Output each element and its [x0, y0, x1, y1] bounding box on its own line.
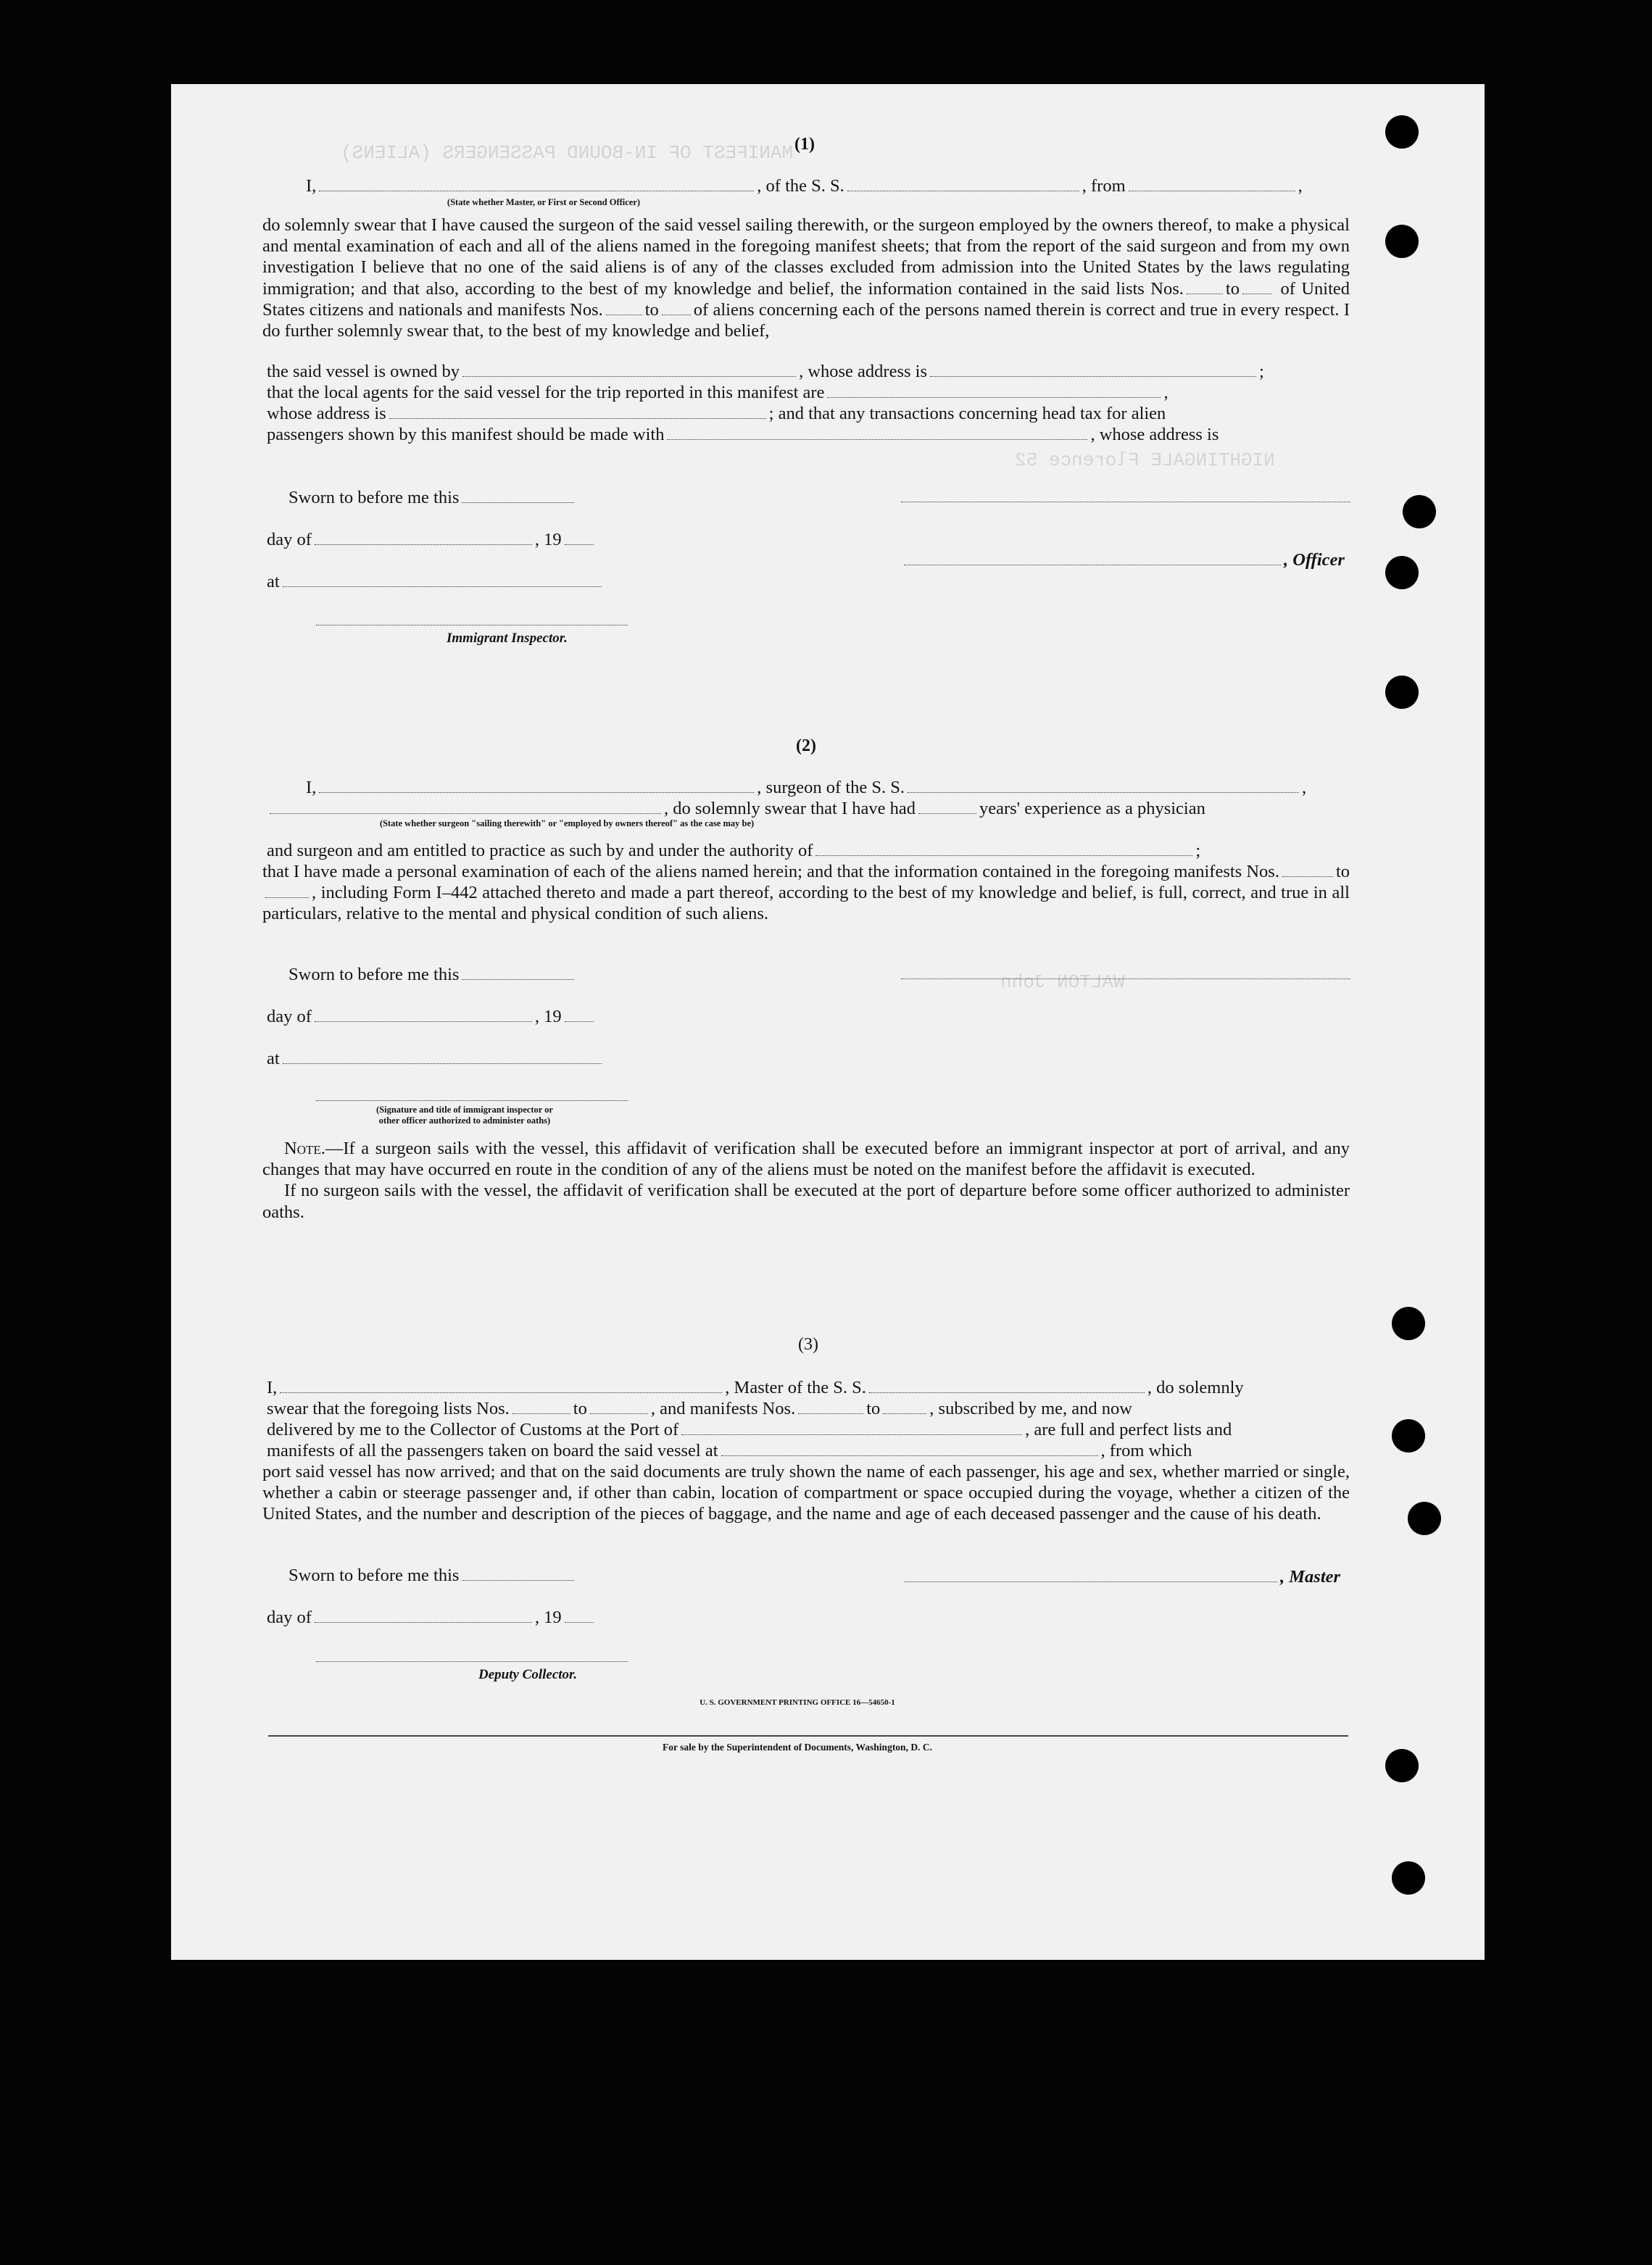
- month-field[interactable]: [315, 1007, 532, 1022]
- master-of-label: , Master of the S. S.: [725, 1378, 866, 1397]
- entitled-label: and surgeon and am entitled to practice as such by and under the authority of: [267, 841, 813, 860]
- to-label: to: [1335, 862, 1350, 881]
- comma: ,: [1298, 176, 1303, 196]
- transactions-contact-field[interactable]: [667, 425, 1087, 440]
- day-of-line-1: [267, 529, 597, 551]
- section-3-number: (3): [798, 1335, 818, 1354]
- experience-line: [267, 798, 1205, 820]
- at-label: at: [267, 1049, 280, 1068]
- form-i442-text: , including Form I–442 attached thereto and made a part thereof, according to: [312, 883, 868, 903]
- officer-signature-line[interactable]: [316, 1100, 628, 1101]
- manifests-from-field[interactable]: [798, 1399, 863, 1414]
- passengers-line: [267, 424, 1219, 446]
- correct-text: therein is correct and true in every respect. I do further solemnly swear that, to the best of my knowledge and belief,: [262, 299, 1350, 341]
- immigrant-inspector-label: Immigrant Inspector.: [447, 631, 568, 646]
- departure-line: [267, 1440, 1192, 1462]
- whose-address-label: , whose address is: [1090, 425, 1219, 444]
- lists-to-field[interactable]: [1242, 279, 1271, 294]
- head-tax-text: ; and that any transactions concerning head tax for alien: [768, 404, 1166, 423]
- officer-line: [901, 549, 1345, 571]
- section-1-number: (1): [794, 135, 815, 154]
- swear-lists-label: swear that the foregoing lists Nos.: [267, 1399, 510, 1418]
- at-label: at: [267, 572, 280, 591]
- day-of-line-3: [267, 1607, 597, 1629]
- binder-hole: [1408, 1502, 1441, 1535]
- departure-port-field[interactable]: [721, 1441, 1098, 1456]
- agents-field[interactable]: [827, 383, 1161, 398]
- subscribed-label: , subscribed by me, and now: [929, 1399, 1132, 1418]
- swear-label: , do solemnly swear that I have had: [664, 799, 916, 818]
- port-of-arrival-field[interactable]: [681, 1420, 1022, 1435]
- binder-hole: [1385, 225, 1419, 258]
- authority-line: [267, 840, 1200, 862]
- officer-title-field[interactable]: [904, 550, 1281, 565]
- signature-note-line-1: (Signature and title of immigrant inspector or: [376, 1105, 553, 1115]
- binder-hole: [1385, 676, 1419, 709]
- to-label: to: [573, 1399, 587, 1418]
- note-paragraph: [262, 1138, 1350, 1223]
- binder-hole: [1385, 556, 1419, 589]
- at-line-2: [267, 1048, 605, 1070]
- at-line-1: [267, 571, 605, 593]
- lists-from-field[interactable]: [1187, 279, 1223, 294]
- master-label: , Master: [1280, 1567, 1341, 1587]
- sworn-line-3: [289, 1565, 577, 1587]
- surgeon-name-field[interactable]: [319, 778, 754, 793]
- binder-hole: [1385, 115, 1419, 149]
- place-field[interactable]: [283, 1049, 602, 1064]
- officer-label: , Officer: [1284, 550, 1345, 570]
- surgeon-of-label: , surgeon of the S. S.: [757, 778, 905, 797]
- sworn-label: Sworn to before me this: [289, 1566, 460, 1585]
- owned-by-label: the said vessel is owned by: [267, 362, 460, 381]
- note-label: Note.: [284, 1139, 325, 1158]
- to-label: to: [644, 299, 659, 320]
- whose-address-label: , whose address is: [799, 362, 927, 381]
- bleed-through-text: MANIFEST OF IN-BOUND PASSENGERS (ALIENS): [341, 142, 794, 164]
- authority-field[interactable]: [815, 841, 1192, 856]
- whose-address-label: whose address is: [267, 404, 386, 423]
- years-label: years' experience as a physician: [979, 799, 1205, 818]
- semicolon: ;: [1258, 362, 1264, 381]
- lists-to-field[interactable]: [590, 1399, 648, 1414]
- full-perfect-label: , are full and perfect lists and: [1025, 1420, 1232, 1439]
- note-text-2: If no surgeon sails with the vessel, the affidavit of verification shall be executed at the port of departure before some officer authorized to administer oaths.: [262, 1181, 1350, 1222]
- year-prefix: , 19: [534, 530, 562, 549]
- lists-from-field[interactable]: [512, 1399, 570, 1414]
- i-label: I,: [267, 1378, 278, 1397]
- master-name-field[interactable]: [280, 1378, 722, 1393]
- semicolon: ;: [1195, 841, 1201, 860]
- deputy-signature-line[interactable]: [316, 1661, 628, 1662]
- manifests-from-field[interactable]: [1282, 862, 1333, 877]
- foregoing-label: foregoing manifests Nos.: [1100, 862, 1279, 881]
- day-of-label: day of: [267, 1007, 312, 1026]
- master-signature-line: [901, 1566, 1340, 1588]
- year-field[interactable]: [565, 1007, 594, 1022]
- bleed-through-text: WALTON John: [1000, 971, 1125, 993]
- lists-line: [267, 1398, 1132, 1420]
- surgeon-vessel-field[interactable]: [908, 778, 1299, 793]
- binder-hole: [1392, 1419, 1425, 1452]
- sworn-label: Sworn to before me this: [289, 965, 460, 984]
- delivered-label: delivered by me to the Collector of Customs at the Port of: [267, 1420, 679, 1439]
- year-prefix: , 19: [534, 1007, 562, 1026]
- binder-hole: [1392, 1307, 1425, 1340]
- day-of-label: day of: [267, 1608, 312, 1627]
- solemnly-label: , do solemnly: [1147, 1378, 1244, 1397]
- sworn-day-field[interactable]: [462, 1566, 574, 1581]
- day-of-line-2: [267, 1006, 597, 1028]
- year-field[interactable]: [565, 530, 594, 545]
- manifests-from-field[interactable]: [606, 300, 642, 315]
- master-signature-field[interactable]: [904, 1567, 1277, 1582]
- citizens-text: of United States citizens and nationals and manifests Nos.: [262, 278, 1350, 320]
- master-vessel-field[interactable]: [869, 1378, 1145, 1393]
- surgeon-line: [306, 777, 1306, 799]
- note-text: —If a surgeon sails with the vessel, this affidavit of verification shall be executed before an immigrant inspector at port of arrival, and any changes that may have occurred en route in the condition of any of the aliens must be noted on the manifest before the affidavit is executed.: [262, 1139, 1350, 1180]
- month-field[interactable]: [315, 530, 532, 545]
- deputy-collector-label: Deputy Collector.: [478, 1667, 578, 1682]
- surgeon-status-field[interactable]: [270, 799, 661, 814]
- footer-rule: [268, 1735, 1348, 1737]
- surgeon-signature-line[interactable]: [901, 978, 1350, 979]
- sale-notice: For sale by the Superintendent of Documents, Washington, D. C.: [663, 1742, 932, 1753]
- year-prefix: , 19: [534, 1608, 562, 1627]
- sworn-day-field[interactable]: [462, 488, 574, 503]
- from-port-field[interactable]: [1129, 176, 1295, 191]
- owner-field[interactable]: [462, 362, 796, 377]
- officer-name-field[interactable]: [319, 176, 754, 191]
- section-3-paragraph: [262, 1461, 1350, 1525]
- and-manifests-label: , and manifests Nos.: [650, 1399, 796, 1418]
- i-label: I,: [306, 176, 317, 196]
- from-label: , from: [1082, 176, 1126, 196]
- years-field[interactable]: [918, 799, 976, 814]
- documents-text: port said vessel has now arrived; and that on the said documents are truly shown the name of each passenger, his age and sex, whether married or single, whether a cabin or steerage passenger and, if other than cabin, location of compartment or space occupied during the voyage, whether a citizen of the United States, and the number and description of the pieces of baggage, and the name and age of each deceased passenger and the cause of his death.: [262, 1462, 1350, 1524]
- to-label: to: [866, 1399, 881, 1418]
- day-of-label: day of: [267, 530, 312, 549]
- sworn-label: Sworn to before me this: [289, 488, 460, 507]
- agents-address-line: [267, 403, 1166, 425]
- aliens-text: of aliens concerning each of the persons named: [693, 299, 1032, 320]
- master-line: [267, 1377, 1244, 1399]
- sworn-line-2: [289, 964, 577, 986]
- signature-note-line-2: other officer authorized to administer oaths): [378, 1115, 551, 1126]
- comma: ,: [1163, 383, 1169, 402]
- belief-text: the best of my knowledge and belief, is full, correct, and true in all particulars, relative to the mental and physical condition of such aliens.: [262, 883, 1350, 924]
- section-2-paragraph: [262, 861, 1350, 925]
- of-ss-label: , of the S. S.: [757, 176, 844, 196]
- binder-hole: [1392, 1861, 1425, 1895]
- place-field[interactable]: [283, 572, 602, 587]
- binder-hole: [1403, 495, 1436, 528]
- manifests-to-field[interactable]: [883, 1399, 926, 1414]
- manifests-to-field[interactable]: [662, 300, 691, 315]
- to-label: to: [1225, 278, 1240, 299]
- manifests-of-label: manifests of all the passengers taken on board the said vessel at: [267, 1441, 718, 1460]
- section-2-number: (2): [796, 736, 816, 755]
- comma: ,: [1302, 778, 1307, 797]
- surgeon-status-note: (State whether surgeon "sailing therewith" or "employed by owners thereof" as the case may be): [379, 818, 755, 828]
- i-label: I,: [306, 778, 317, 797]
- oath-text: do solemnly swear that I have caused the surgeon of the said vessel sailing therewith, or the surgeon employed by the owners thereof, to make a physical and mental examination of each and all of the aliens named in the foregoing manifest sheets; that from the report of the said surgeon and from my own investigation I believe that no one of the said aliens is of any of the classes excluded from admission into the United States by the laws regulating immigration; and that also, according to the best of my knowledge and belief, the information contained in the said lists Nos.: [262, 215, 1350, 299]
- vessel-name-field[interactable]: [847, 176, 1079, 191]
- section-1-oath-line: [306, 175, 1303, 197]
- year-field[interactable]: [565, 1608, 594, 1623]
- inspector-signature-line[interactable]: [316, 625, 628, 626]
- passengers-label: passengers shown by this manifest should be made with: [267, 425, 665, 444]
- port-line: [267, 1419, 1232, 1441]
- from-which-label: , from which: [1100, 1441, 1192, 1460]
- gpo-imprint: U. S. GOVERNMENT PRINTING OFFICE 16—54650-1: [700, 1698, 895, 1707]
- master-officer-note: (State whether Master, or First or Second Officer): [447, 197, 641, 207]
- manifests-to-field[interactable]: [265, 883, 309, 898]
- agents-address-field[interactable]: [389, 404, 766, 419]
- sworn-day-field[interactable]: [462, 965, 574, 980]
- agents-line: [267, 382, 1169, 404]
- examination-text: that I have made a personal examination of each of the aliens named herein; and that the information contained in the: [262, 862, 1096, 881]
- owner-line: [267, 361, 1264, 383]
- bleed-through-text: NIGHTINGALE Florence 52: [1015, 449, 1275, 471]
- month-field[interactable]: [315, 1608, 532, 1623]
- sworn-line-1: [289, 487, 577, 509]
- owner-address-field[interactable]: [930, 362, 1256, 377]
- local-agents-label: that the local agents for the said vessel for the trip reported in this manifest are: [267, 383, 825, 402]
- binder-hole: [1385, 1749, 1419, 1782]
- section-1-paragraph: [262, 215, 1350, 341]
